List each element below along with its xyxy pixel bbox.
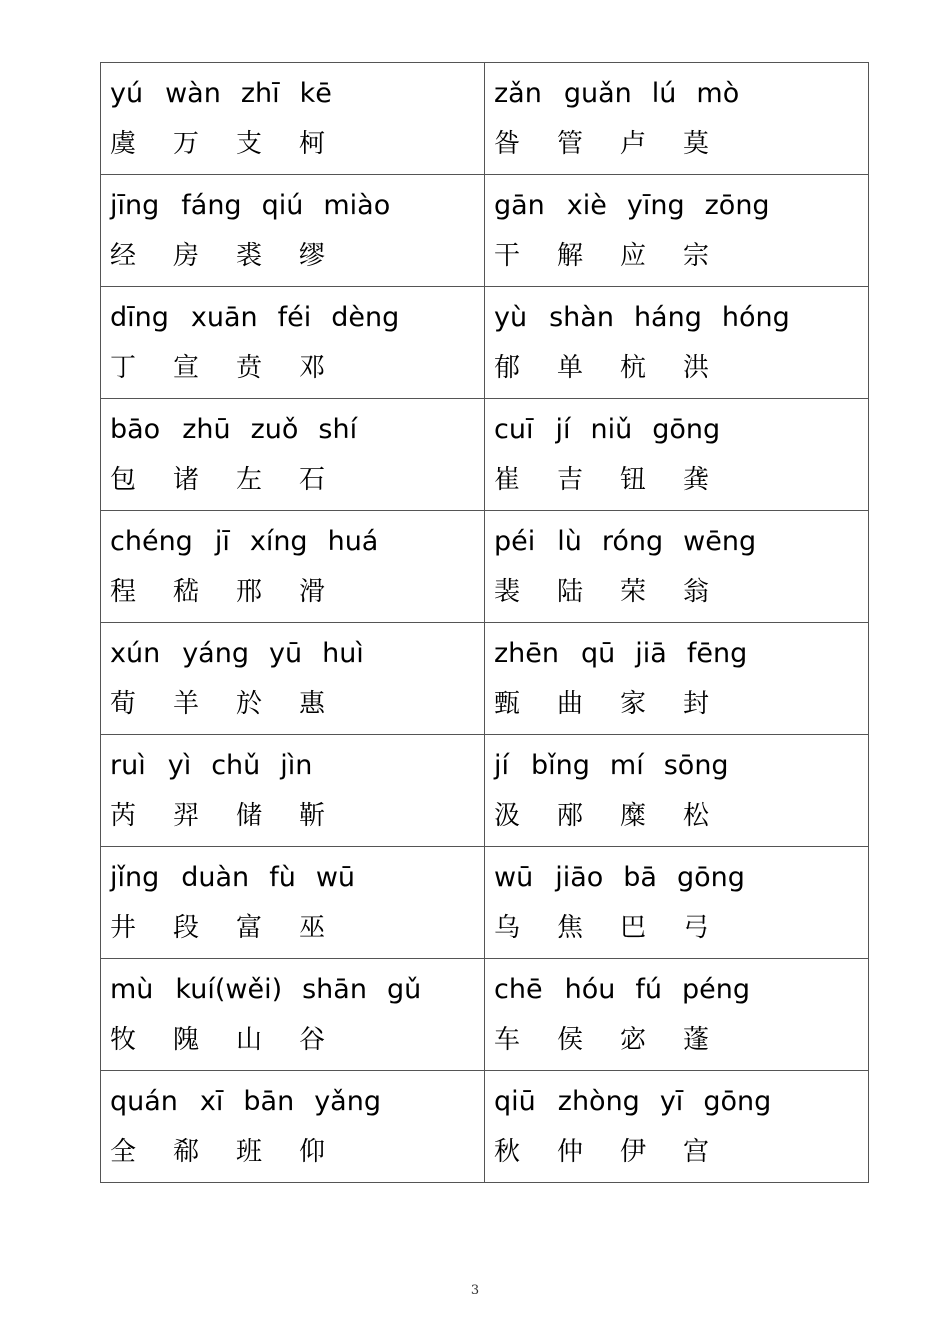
pinyin-syllable: kuí(wěi) — [175, 974, 283, 1005]
pinyin-syllable: fù — [269, 862, 296, 893]
hanzi-line — [494, 687, 864, 721]
cell-content — [110, 413, 480, 497]
pinyin-line — [494, 301, 864, 335]
pinyin-syllable: jǐng — [110, 862, 160, 893]
hanzi-line — [110, 1135, 480, 1169]
surname-cell-left — [101, 959, 485, 1071]
hanzi-character: 井 — [110, 913, 137, 943]
hanzi-character: 虞 — [110, 129, 137, 159]
pinyin-syllable: mí — [609, 750, 644, 781]
hanzi-character: 蓬 — [683, 1025, 710, 1055]
hanzi-character: 隗 — [173, 1025, 200, 1055]
hanzi-line — [110, 1023, 480, 1057]
pinyin-syllable: bāo — [110, 414, 161, 445]
pinyin-syllable: dīng — [110, 302, 169, 333]
pinyin-syllable: bān — [243, 1086, 295, 1117]
surname-cell-right — [485, 511, 869, 623]
surname-cell-left — [101, 847, 485, 959]
pinyin-syllable: róng — [601, 526, 664, 557]
pinyin-syllable: péi — [494, 526, 536, 557]
hanzi-character: 芮 — [110, 801, 137, 831]
pinyin-line — [110, 1085, 480, 1119]
pinyin-syllable: sōng — [663, 750, 729, 781]
pinyin-syllable: jiāo — [555, 862, 604, 893]
table-row — [101, 623, 869, 735]
pinyin-line — [494, 861, 864, 895]
hanzi-character: 仰 — [299, 1137, 326, 1167]
pinyin-syllable: yū — [268, 638, 303, 669]
hanzi-character: 巫 — [299, 913, 326, 943]
surname-cell-right — [485, 63, 869, 175]
cell-content — [110, 973, 480, 1057]
pinyin-syllable: jīng — [110, 190, 160, 221]
pinyin-syllable: gān — [494, 190, 545, 221]
hanzi-character: 程 — [110, 577, 137, 607]
surname-cell-left — [101, 399, 485, 511]
cell-content — [110, 77, 480, 161]
pinyin-syllable: fēng — [686, 638, 748, 669]
hanzi-character: 邢 — [236, 577, 263, 607]
pinyin-syllable: niǔ — [590, 414, 633, 445]
pinyin-line — [494, 749, 864, 783]
hanzi-character: 牧 — [110, 1025, 137, 1055]
cell-content — [494, 973, 864, 1057]
pinyin-syllable: mò — [696, 78, 740, 109]
surname-cell-left — [101, 623, 485, 735]
pinyin-syllable: shí — [318, 414, 358, 445]
pinyin-syllable: jìn — [280, 750, 313, 781]
pinyin-syllable: huá — [327, 526, 379, 557]
surname-cell-left — [101, 1071, 485, 1183]
pinyin-line — [110, 413, 480, 447]
hanzi-character: 全 — [110, 1137, 137, 1167]
hanzi-character: 焦 — [557, 913, 584, 943]
hanzi-character: 糜 — [620, 801, 647, 831]
hanzi-character: 郁 — [494, 353, 521, 383]
cell-content — [494, 749, 864, 833]
hanzi-character: 邓 — [299, 353, 326, 383]
cell-content — [494, 861, 864, 945]
pinyin-syllable: qiū — [494, 1086, 536, 1117]
hanzi-character: 裘 — [236, 241, 263, 271]
pinyin-line — [494, 973, 864, 1007]
pinyin-syllable: fú — [635, 974, 662, 1005]
hanzi-line — [494, 127, 864, 161]
pinyin-syllable: xún — [110, 638, 161, 669]
pinyin-syllable: xiè — [566, 190, 607, 221]
pinyin-syllable: fáng — [181, 190, 242, 221]
hanzi-character: 汲 — [494, 801, 521, 831]
hanzi-character: 伊 — [620, 1137, 647, 1167]
table-row — [101, 959, 869, 1071]
cell-content — [494, 301, 864, 385]
pinyin-syllable: lú — [651, 78, 677, 109]
pinyin-line — [494, 189, 864, 223]
pinyin-syllable: gōng — [676, 862, 745, 893]
hanzi-character: 储 — [236, 801, 263, 831]
hanzi-character: 柯 — [299, 129, 326, 159]
pinyin-syllable: yáng — [182, 638, 249, 669]
pinyin-syllable: gǔ — [386, 974, 422, 1005]
hanzi-line — [494, 239, 864, 273]
surname-cell-left — [101, 511, 485, 623]
hanzi-character: 仲 — [557, 1137, 584, 1167]
table-row — [101, 63, 869, 175]
table-row — [101, 847, 869, 959]
hanzi-character: 荀 — [110, 689, 137, 719]
pinyin-line — [110, 749, 480, 783]
hanzi-character: 秋 — [494, 1137, 521, 1167]
table-row — [101, 511, 869, 623]
hanzi-character: 贲 — [236, 353, 263, 383]
surname-cell-right — [485, 175, 869, 287]
hanzi-character: 干 — [494, 241, 521, 271]
surname-cell-right — [485, 847, 869, 959]
pinyin-syllable: féi — [277, 302, 312, 333]
hanzi-character: 羊 — [173, 689, 200, 719]
page-number: 3 — [470, 1283, 480, 1298]
hanzi-character: 宫 — [683, 1137, 710, 1167]
surname-pinyin-table — [100, 62, 869, 1183]
pinyin-syllable: cuī — [494, 414, 534, 445]
hanzi-character: 侯 — [557, 1025, 584, 1055]
pinyin-syllable: mù — [110, 974, 154, 1005]
hanzi-character: 缪 — [299, 241, 326, 271]
hanzi-character: 曲 — [557, 689, 584, 719]
pinyin-line — [110, 301, 480, 335]
hanzi-line — [494, 463, 864, 497]
hanzi-character: 谷 — [299, 1025, 326, 1055]
hanzi-line — [110, 799, 480, 833]
hanzi-character: 於 — [236, 689, 263, 719]
pinyin-syllable: yī — [659, 1086, 684, 1117]
pinyin-syllable: péng — [681, 974, 750, 1005]
surname-cell-right — [485, 735, 869, 847]
hanzi-character: 莫 — [683, 129, 710, 159]
pinyin-syllable: wū — [315, 862, 356, 893]
pinyin-syllable: bǐng — [531, 750, 590, 781]
hanzi-character: 宣 — [173, 353, 200, 383]
hanzi-character: 房 — [173, 241, 200, 271]
pinyin-syllable: huì — [322, 638, 364, 669]
surname-cell-left — [101, 63, 485, 175]
pinyin-line — [110, 525, 480, 559]
pinyin-syllable: duàn — [181, 862, 250, 893]
hanzi-character: 荣 — [620, 577, 647, 607]
cell-content — [494, 77, 864, 161]
pinyin-syllable: qiú — [261, 190, 304, 221]
surname-cell-right — [485, 287, 869, 399]
hanzi-line — [110, 463, 480, 497]
pinyin-syllable: yù — [494, 302, 528, 333]
cell-content — [110, 637, 480, 721]
pinyin-syllable: gōng — [703, 1086, 772, 1117]
surname-cell-left — [101, 175, 485, 287]
hanzi-character: 弓 — [683, 913, 710, 943]
pinyin-syllable: jiā — [635, 638, 667, 669]
hanzi-line — [494, 1023, 864, 1057]
surname-cell-right — [485, 623, 869, 735]
hanzi-character: 家 — [620, 689, 647, 719]
pinyin-syllable: wū — [494, 862, 534, 893]
pinyin-syllable: yú — [110, 78, 144, 109]
pinyin-syllable: jī — [214, 526, 230, 557]
pinyin-syllable: miào — [323, 190, 391, 221]
pinyin-syllable: qū — [581, 638, 616, 669]
hanzi-line — [494, 351, 864, 385]
pinyin-syllable: jí — [555, 414, 571, 445]
pinyin-line — [494, 637, 864, 671]
pinyin-syllable: hóng — [721, 302, 790, 333]
hanzi-character: 应 — [620, 241, 647, 271]
hanzi-character: 昝 — [494, 129, 521, 159]
hanzi-character: 松 — [683, 801, 710, 831]
pinyin-syllable: wàn — [165, 78, 221, 109]
hanzi-character: 羿 — [173, 801, 200, 831]
pinyin-syllable: yǎng — [314, 1086, 381, 1117]
pinyin-syllable: chǔ — [211, 750, 261, 781]
hanzi-character: 崔 — [494, 465, 521, 495]
hanzi-character: 左 — [236, 465, 263, 495]
hanzi-character: 万 — [173, 129, 200, 159]
pinyin-syllable: lù — [557, 526, 582, 557]
pinyin-syllable: yīng — [626, 190, 685, 221]
cell-content — [110, 861, 480, 945]
pinyin-line — [110, 861, 480, 895]
hanzi-character: 封 — [683, 689, 710, 719]
cell-content — [110, 301, 480, 385]
pinyin-syllable: yì — [167, 750, 192, 781]
hanzi-character: 解 — [557, 241, 584, 271]
pinyin-syllable: bā — [623, 862, 657, 893]
table-row — [101, 175, 869, 287]
surname-cell-left — [101, 735, 485, 847]
hanzi-character: 段 — [173, 913, 200, 943]
pinyin-syllable: gōng — [652, 414, 721, 445]
cell-content — [494, 413, 864, 497]
hanzi-character: 巴 — [620, 913, 647, 943]
pinyin-syllable: zuǒ — [250, 414, 299, 445]
pinyin-syllable: jí — [494, 750, 510, 781]
hanzi-character: 石 — [299, 465, 326, 495]
hanzi-character: 吉 — [557, 465, 584, 495]
hanzi-character: 管 — [557, 129, 584, 159]
hanzi-character: 卢 — [620, 129, 647, 159]
hanzi-line — [494, 1135, 864, 1169]
pinyin-syllable: shān — [302, 974, 367, 1005]
hanzi-line — [494, 911, 864, 945]
hanzi-character: 包 — [110, 465, 137, 495]
hanzi-character: 宗 — [683, 241, 710, 271]
pinyin-syllable: chéng — [110, 526, 193, 557]
hanzi-character: 洪 — [683, 353, 710, 383]
pinyin-line — [494, 525, 864, 559]
pinyin-line — [494, 413, 864, 447]
pinyin-syllable: xī — [199, 1086, 224, 1117]
table-body — [101, 63, 869, 1183]
hanzi-character: 惠 — [299, 689, 326, 719]
surname-cell-right — [485, 1071, 869, 1183]
pinyin-syllable: guǎn — [563, 78, 632, 109]
hanzi-character: 滑 — [299, 577, 326, 607]
pinyin-syllable: shàn — [549, 302, 614, 333]
pinyin-line — [494, 1085, 864, 1119]
surname-cell-right — [485, 959, 869, 1071]
hanzi-line — [110, 575, 480, 609]
cell-content — [110, 1085, 480, 1169]
hanzi-line — [110, 127, 480, 161]
pinyin-syllable: zǎn — [494, 78, 542, 109]
pinyin-syllable: hóu — [564, 974, 616, 1005]
hanzi-character: 富 — [236, 913, 263, 943]
table-row — [101, 287, 869, 399]
hanzi-character: 甄 — [494, 689, 521, 719]
hanzi-line — [110, 351, 480, 385]
hanzi-character: 钮 — [620, 465, 647, 495]
hanzi-character: 乌 — [494, 913, 521, 943]
surname-cell-right — [485, 399, 869, 511]
table-row — [101, 735, 869, 847]
hanzi-character: 诸 — [173, 465, 200, 495]
hanzi-character: 丁 — [110, 353, 137, 383]
cell-content — [110, 525, 480, 609]
pinyin-syllable: dèng — [331, 302, 400, 333]
table-row — [101, 1071, 869, 1183]
pinyin-syllable: kē — [299, 78, 332, 109]
cell-content — [494, 1085, 864, 1169]
pinyin-syllable: chē — [494, 974, 543, 1005]
hanzi-character: 经 — [110, 241, 137, 271]
pinyin-syllable: zhū — [182, 414, 231, 445]
cell-content — [494, 637, 864, 721]
pinyin-syllable: zhēn — [494, 638, 560, 669]
surname-cell-left — [101, 287, 485, 399]
hanzi-character: 班 — [236, 1137, 263, 1167]
hanzi-character: 支 — [236, 129, 263, 159]
pinyin-syllable: xíng — [249, 526, 308, 557]
cell-content — [110, 749, 480, 833]
cell-content — [494, 525, 864, 609]
hanzi-character: 裴 — [494, 577, 521, 607]
pinyin-line — [110, 189, 480, 223]
pinyin-syllable: ruì — [110, 750, 146, 781]
hanzi-character: 邴 — [557, 801, 584, 831]
hanzi-line — [110, 911, 480, 945]
pinyin-syllable: háng — [633, 302, 702, 333]
table-row — [101, 399, 869, 511]
hanzi-character: 单 — [557, 353, 584, 383]
hanzi-character: 宓 — [620, 1025, 647, 1055]
pinyin-line — [110, 637, 480, 671]
hanzi-character: 翁 — [683, 577, 710, 607]
pinyin-syllable: zhī — [240, 78, 280, 109]
cell-content — [494, 189, 864, 273]
pinyin-line — [494, 77, 864, 111]
hanzi-character: 车 — [494, 1025, 521, 1055]
pinyin-syllable: quán — [110, 1086, 178, 1117]
hanzi-character: 靳 — [299, 801, 326, 831]
hanzi-line — [110, 239, 480, 273]
hanzi-character: 山 — [236, 1025, 263, 1055]
pinyin-line — [110, 973, 480, 1007]
hanzi-character: 龚 — [683, 465, 710, 495]
pinyin-syllable: xuān — [190, 302, 258, 333]
cell-content — [110, 189, 480, 273]
hanzi-character: 嵇 — [173, 577, 200, 607]
pinyin-line — [110, 77, 480, 111]
hanzi-character: 郗 — [173, 1137, 200, 1167]
pinyin-syllable: zōng — [704, 190, 770, 221]
hanzi-character: 杭 — [620, 353, 647, 383]
hanzi-line — [494, 799, 864, 833]
hanzi-line — [110, 687, 480, 721]
pinyin-syllable: wēng — [683, 526, 757, 557]
hanzi-line — [494, 575, 864, 609]
hanzi-character: 陆 — [557, 577, 584, 607]
pinyin-syllable: zhòng — [557, 1086, 640, 1117]
